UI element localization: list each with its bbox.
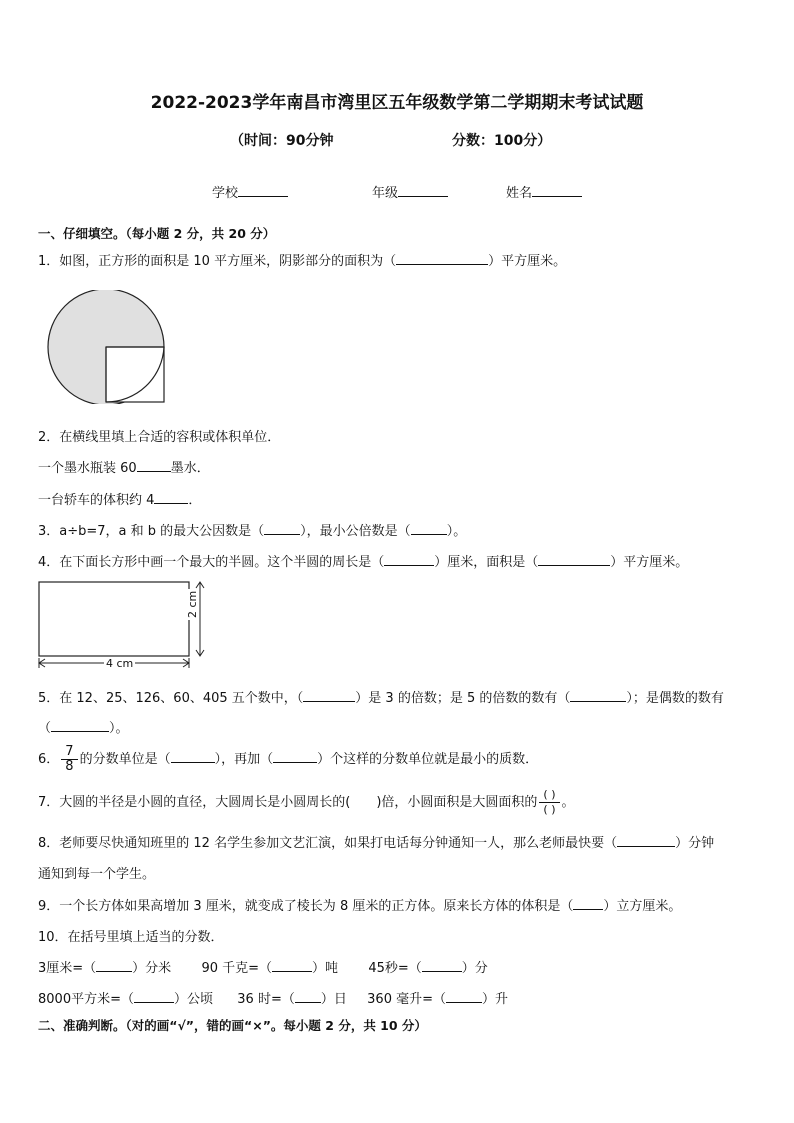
q10-blank-6[interactable]: [446, 990, 482, 1003]
q2-blank-2[interactable]: [154, 491, 188, 504]
question-9: 9．一个长方体如果高增加 3 厘米，就变成了棱长为 8 厘米的正方体。原来长方体的体积是（ ）立方厘米。: [38, 899, 682, 914]
exam-score: 分数：100分）: [452, 133, 552, 149]
q3-blank-lcm[interactable]: [411, 522, 447, 535]
q6-fraction: $\frac{7}{8}$: [61, 745, 77, 774]
question-2-line-2: 一台轿车的体积约 4 ．: [38, 493, 202, 508]
grade-field[interactable]: [372, 182, 448, 201]
question-10: 10．在括号里填上适当的分数．: [38, 930, 224, 945]
page-title: 2022-2023学年南昌市湾里区五年级数学第二学期期末考试试题: [150, 93, 644, 113]
question-3: 3．a÷b=7，a 和 b 的最大公因数是（ ），最小公倍数是（ ）。: [38, 524, 467, 539]
school-field[interactable]: [212, 182, 288, 201]
q10-blank-1[interactable]: [96, 959, 132, 972]
question-4: 4．在下面长方形中画一个最大的半圆。这个半圆的周长是（ ）厘米，面积是（ ）平方厘米。: [38, 555, 689, 570]
question-8: 8．老师要尽快通知班里的 12 名学生参加文艺汇演，如果打电话每分钟通知一人，那么老师最快要（ ）分钟: [38, 836, 715, 851]
q8-blank[interactable]: [617, 834, 675, 847]
section-1-heading: 一、仔细填空。（每小题 2 分，共 20 分）: [38, 226, 276, 241]
height-label: 2 cm: [186, 590, 199, 618]
question-8-cont: 通知到每一个学生。: [38, 867, 156, 882]
q5-blank-2[interactable]: [570, 689, 626, 702]
question-10-row-2: 8000平方米=（ ）公顷 36 时=（ ）日 360 毫升=（ ）升: [38, 992, 509, 1007]
q4-blank-area[interactable]: [538, 553, 610, 566]
q5-blank-1[interactable]: [303, 689, 355, 702]
q1-figure: [44, 290, 170, 404]
name-field[interactable]: [506, 182, 582, 201]
q7-fraction-blank[interactable]: $\frac{( )}{( )}$: [539, 788, 559, 817]
q3-blank-gcd[interactable]: [264, 522, 300, 535]
question-2-line-1: 一个墨水瓶装 60 墨水．: [38, 461, 210, 476]
q1-answer-blank[interactable]: [396, 252, 488, 265]
grade-label: 年级: [372, 186, 399, 201]
q10-blank-2[interactable]: [272, 959, 312, 972]
exam-time: （时间：90分钟: [230, 133, 334, 149]
q10-blank-4[interactable]: [134, 990, 174, 1003]
width-label: 4 cm: [106, 657, 134, 670]
q6-blank-count[interactable]: [273, 750, 317, 763]
q10-blank-3[interactable]: [422, 959, 462, 972]
question-6: 6． $\frac{7}{8}$ 的分数单位是（ ），再加（ ）个这样的分数单位就是最小的质数．: [38, 744, 539, 774]
q9-blank[interactable]: [573, 897, 603, 910]
question-5-cont: （ ）。: [38, 721, 129, 736]
section-2-heading: 二、准确判断。（对的画“√”，错的画“×”。每小题 2 分，共 10 分）: [38, 1018, 427, 1033]
question-5: 5．在 12、25、126、60、405 五个数中，（ ）是 3 的倍数；是 5 的倍数的数有（ ）；是偶数的数有: [38, 691, 724, 706]
q6-blank-unit[interactable]: [171, 750, 215, 763]
q2-blank-1[interactable]: [137, 459, 171, 472]
school-label: 学校: [212, 186, 239, 201]
question-1: 1．如图，正方形的面积是 10 平方厘米，阴影部分的面积为（ ）平方厘米。: [38, 254, 567, 269]
question-10-row-1: 3厘米=（ ）分米 90 千克=（ ）吨 45秒=（ ）分: [38, 961, 488, 976]
name-label: 姓名: [506, 186, 533, 201]
question-7: 7．大圆的半径是小圆的直径，大圆周长是小圆周长的( )倍，小圆面积是大圆面积的 $\frac{( )}{( )}$ 。: [38, 788, 575, 816]
q10-blank-5[interactable]: [295, 990, 321, 1003]
q5-blank-3[interactable]: [51, 719, 109, 732]
q4-blank-perimeter[interactable]: [384, 553, 434, 566]
question-2: 2．在横线里填上合适的容积或体积单位．: [38, 430, 281, 445]
